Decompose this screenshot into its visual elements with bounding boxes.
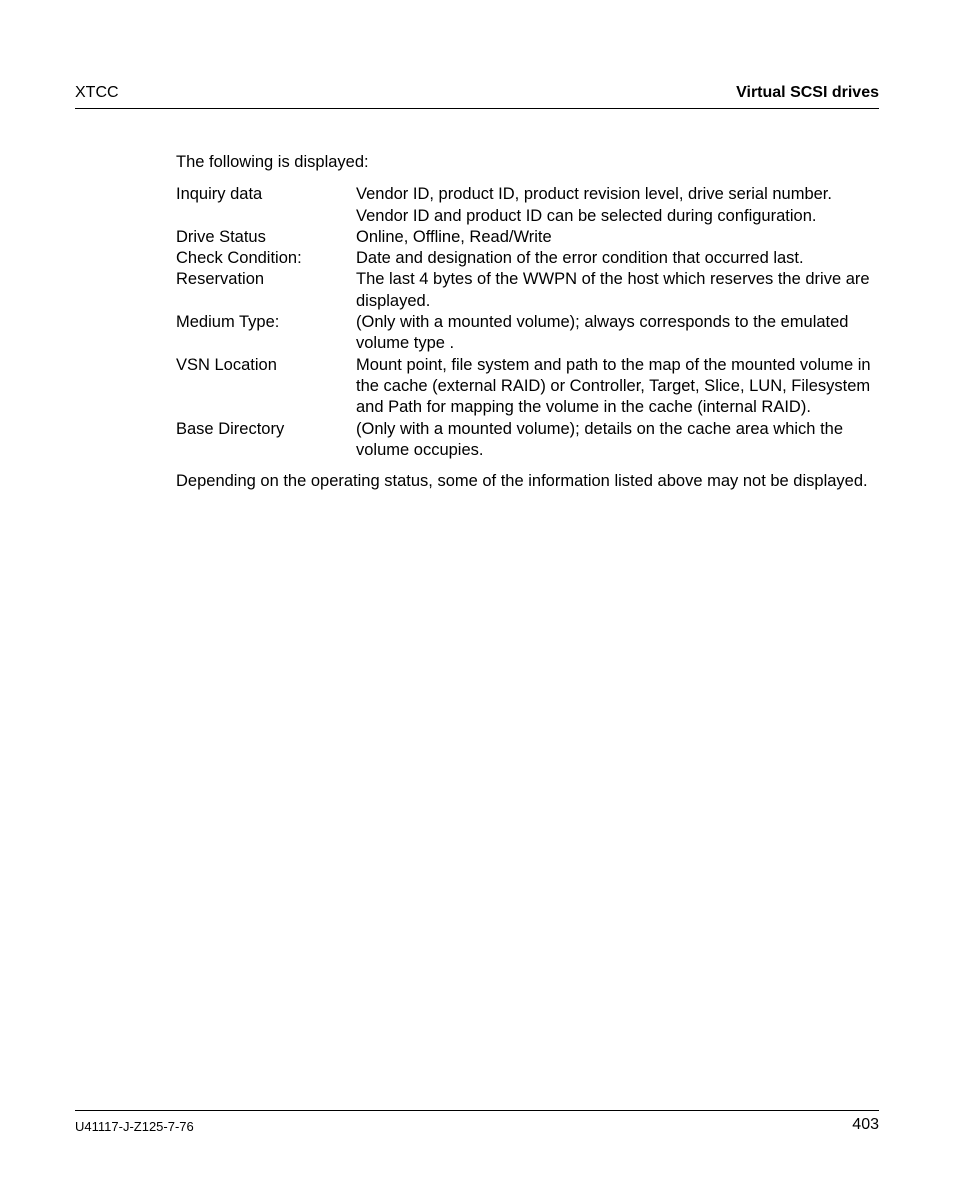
definition-description: Vendor ID, product ID, product revision level, drive serial number. Vendor ID and product ID can be selected during configuration. [356,185,832,225]
header-section-title: Virtual SCSI drives [736,84,879,101]
intro-paragraph: The following is displayed: [176,153,369,171]
definition-description: (Only with a mounted volume); always corresponds to the emulated volume type . [356,313,849,353]
definition-row [176,269,879,312]
page-body [176,152,879,492]
definition-term: VSN Location [176,355,277,374]
definition-row [176,227,879,248]
definition-term: Inquiry data [176,185,263,204]
definition-term: Reservation [176,270,265,289]
definition-description: Date and designation of the error condition that occurred last. [356,249,804,268]
definition-row [176,419,879,462]
definition-description: Mount point, file system and path to the map of the mounted volume in the cache (external RAID) or Controller, Target, Slice, LUN, Filesystem and Path for mapping the volume in the cache (internal RAID). [356,355,871,417]
footer-document-id: U41117-J-Z125-7-76 [75,1119,194,1134]
definition-row [176,312,879,355]
page-footer [75,1110,879,1134]
definition-term: Check Condition: [176,249,302,268]
definition-description: Online, Offline, Read/Write [356,227,552,246]
closing-paragraph: Depending on the operating status, some of the information listed above may not be displayed. [176,472,868,491]
definition-row [176,184,879,227]
definition-row [176,248,879,269]
definition-term: Base Directory [176,419,285,438]
definition-list [176,184,879,461]
definition-term: Drive Status [176,227,266,246]
definition-description: The last 4 bytes of the WWPN of the host which reserves the drive are displayed. [356,270,870,310]
footer-page-number: 403 [852,1116,879,1133]
definition-row [176,355,879,419]
header-product-name: XTCC [75,84,119,101]
definition-description: (Only with a mounted volume); details on the cache area which the volume occupies. [356,419,844,459]
definition-term: Medium Type: [176,313,280,332]
page-header [75,84,879,109]
